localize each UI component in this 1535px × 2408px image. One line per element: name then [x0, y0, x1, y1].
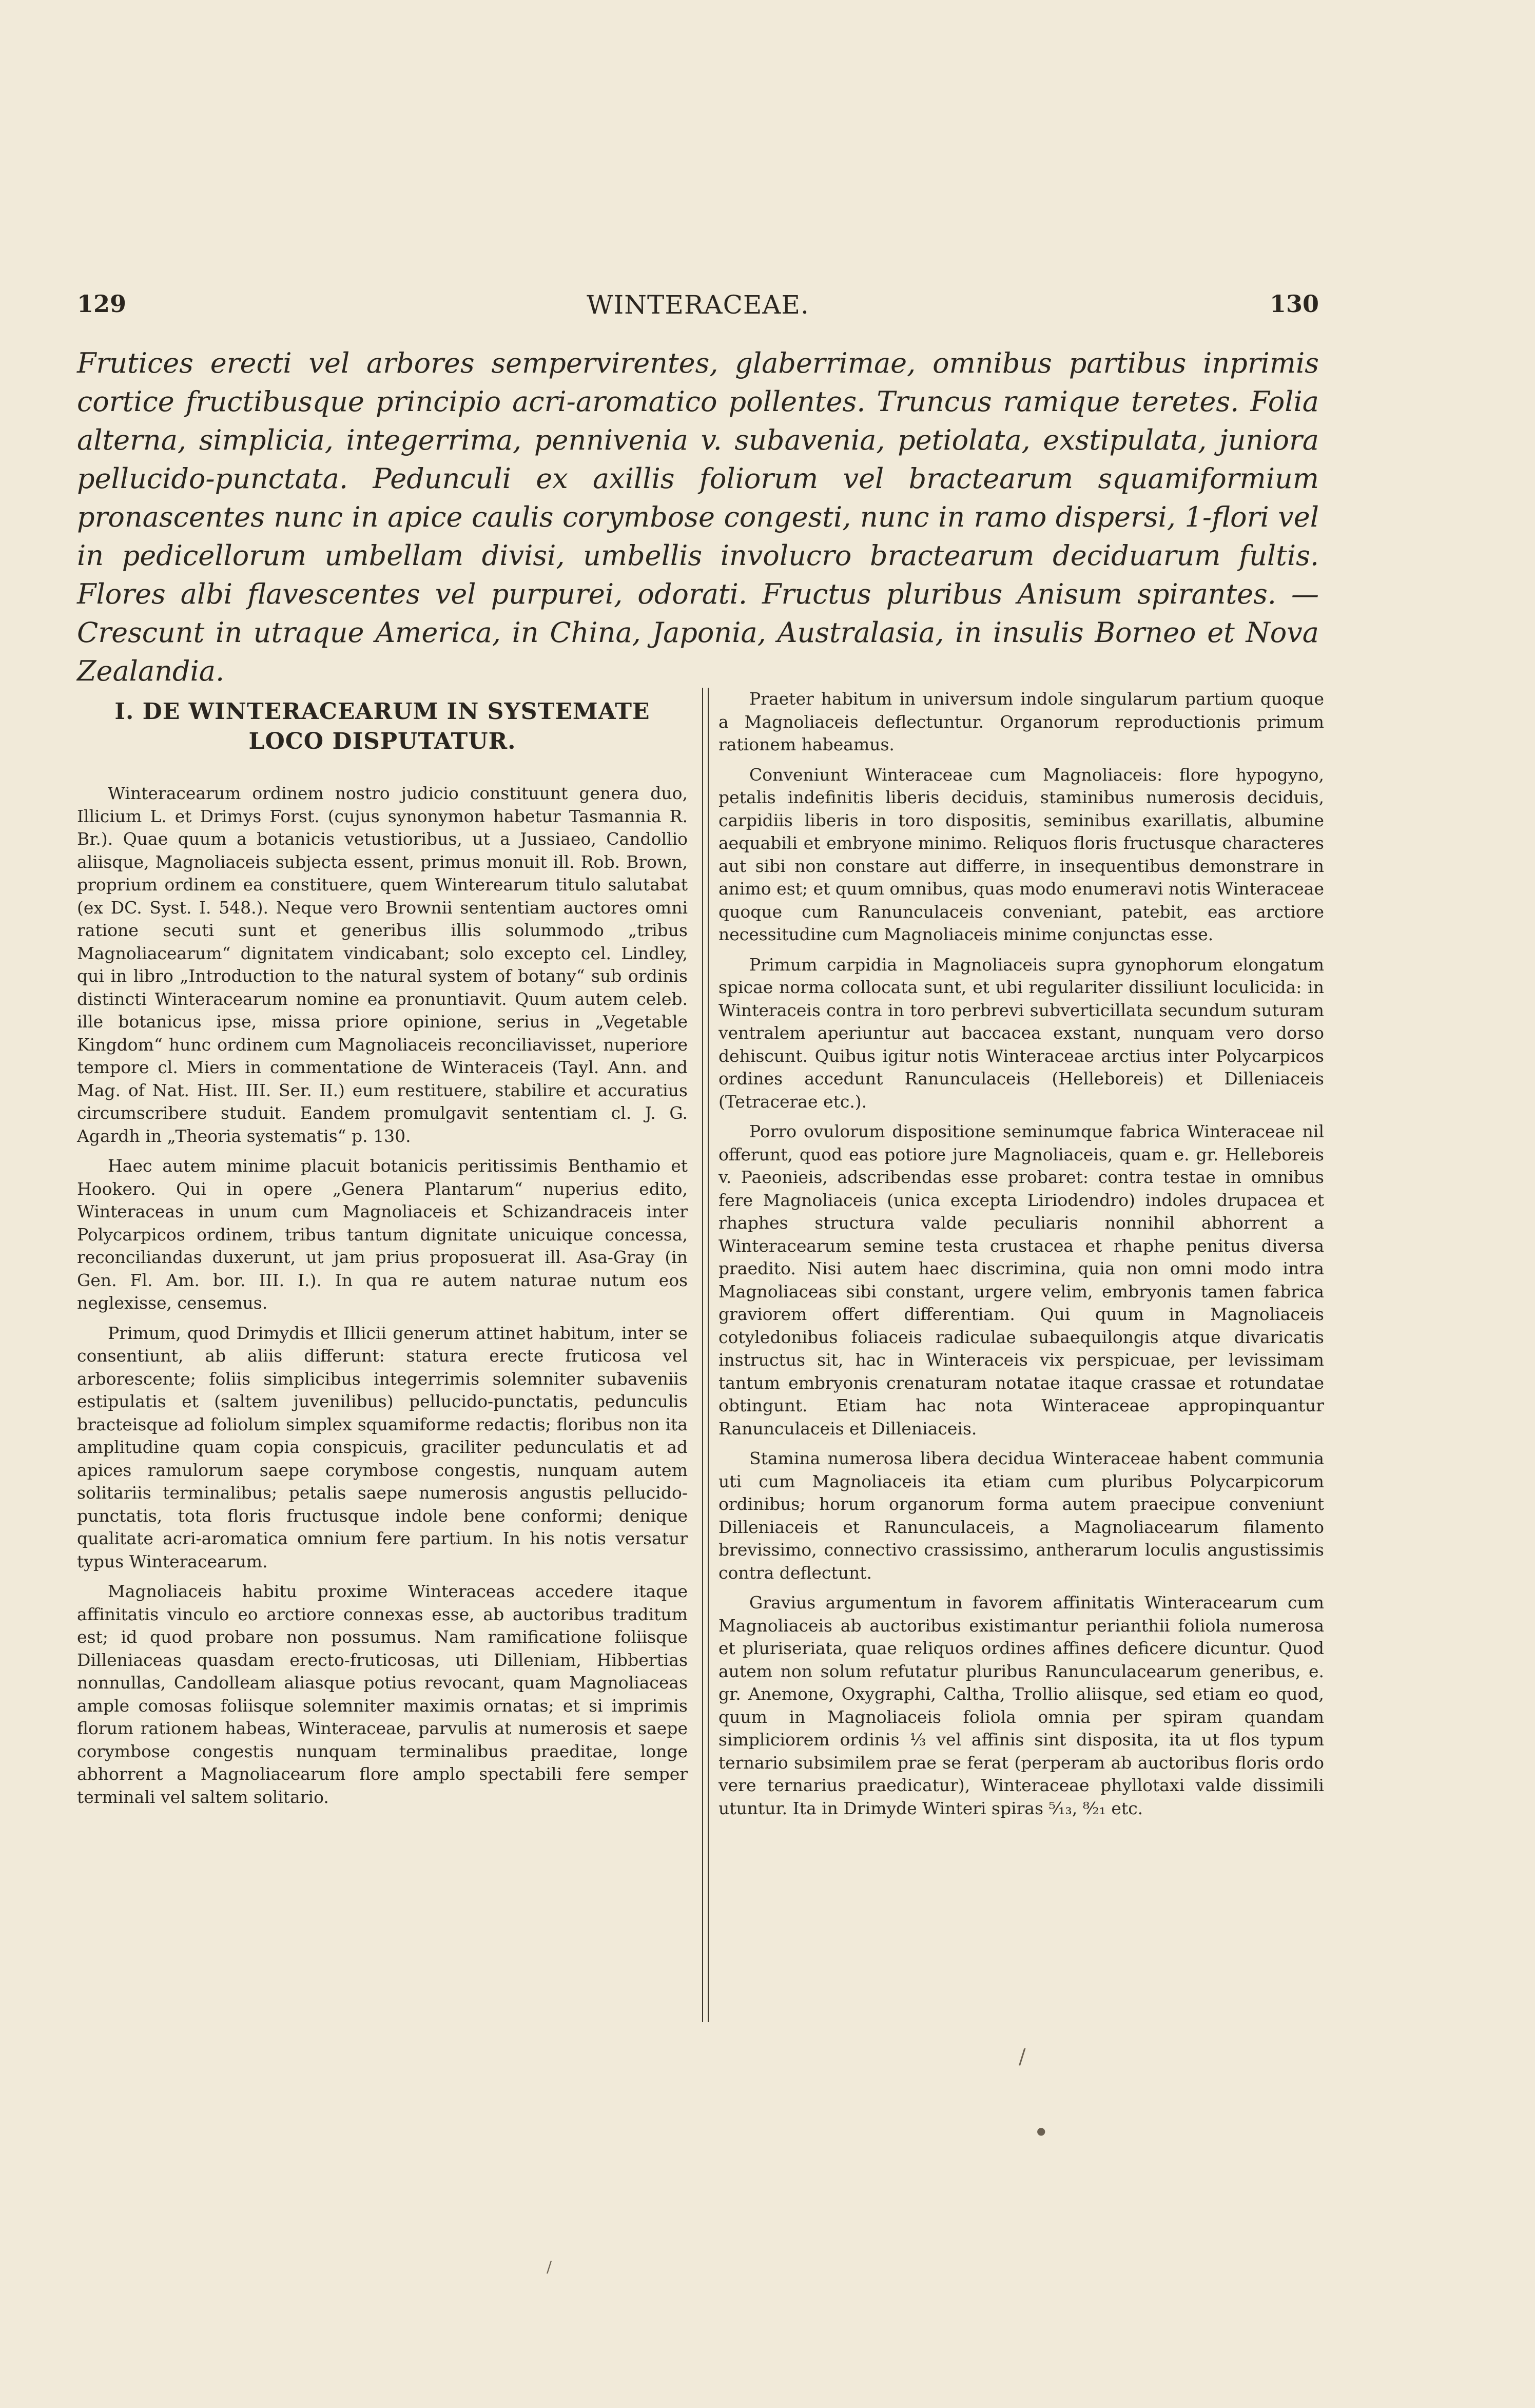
page-number-left: 129 [77, 290, 127, 318]
left-paragraph: Magnoliaceis habitu proxime Winteraceas accedere itaque affinitatis vinculo eo arctiore connexas esse, ab auctoribus traditum est; id quod probare non possumus. Nam ramificatione foliisque Dilleniaceas quasdam erecto-fruticosas, uti Dilleniam, Hibbertias nonnullas, Candolleam aliasque potius revocant, quam Magnoliaceas ample comosas foliisque solemniter maximis ornatas; et si imprimis florum rationem habeas, Winteraceae, parvulis at numerosis et saepe corymbose congestis nunquam terminalibus praeditae, longe abhorrent a Magnoliacearum flore amplo spectabili fere semper terminali vel saltem solitario. [77, 1581, 688, 1807]
right-paragraph: Primum carpidia in Magnoliaceis supra gynophorum elongatum spicae norma collocata sunt, et ubi regulariter dissiliunt loculicida: in Winteraceis contra in toro perbrevi subverticillata secundum suturam ventralem aperiuntur aut baccacea exstant, nunquam vero dorso dehiscunt. Quibus igitur notis Winteraceae arctius inter Polycarpicos ordines accedunt Ranunculaceis (Helleboreis) et Dilleniaceis (Tetracerae etc.). [718, 954, 1324, 1112]
right-paragraph: Praeter habitum in universum indole singularum partium quoque a Magnoliaceis deflectuntur. Organorum reproductionis primum rationem habeamus. [718, 689, 1324, 754]
right-paragraph: Conveniunt Winteraceae cum Magnoliaceis: flore hypogyno, petalis indefinitis liberis deciduis, staminibus numerosis deciduis, carpidiis liberis in toro dispositis, seminibus exarillatis, albumine aequabili et embryone minimo. Reliquos floris fructusque characteres aut sibi non constare aut differre, in insequentibus demonstrare in animo est; et quum omnibus, quas modo enumeravi notis Winteraceae quoque cum Ranunculaceis conveniant, patebit, eas arctiore necessitudine cum Magnoliaceis minime conjunctas esse. [718, 764, 1324, 944]
right-paragraph: Porro ovulorum dispositione seminumque fabrica Winteraceae nil offerunt, quod eas potiore jure Magnoliaceis, quam e. gr. Helleboreis v. Paeonieis, adscribendas esse probaret: contra testae in omnibus fere Magnoliaceis (unica excepta Liriodendro) indoles drupacea et rhaphes structura valde peculiaris nonnihil abhorrent a Winteracearum semine testa crustacea et rhaphe penitus diversa praedito. Nisi autem haec discrimina, quia non omni modo intra Magnoliaceas sibi constant, urgere velim, embryonis tamen fabrica graviorem offert differentiam. Qui quum in Magnoliaceis cotyledonibus foliaceis radiculae subaequilongis atque divaricatis instructus sit, hac in Winteraceis vix perspicuae, per levissimam tantum embryonis crenaturam notatae itaque crassae et rotundatae obtingunt. Etiam hac nota Winteraceae appropinquantur Ranunculaceis et Dilleniaceis. [718, 1121, 1324, 1439]
running-title: WINTERACEAE. [587, 290, 809, 320]
ink-dot: ● [1037, 2125, 1046, 2137]
ink-speck: / [1019, 2045, 1026, 2069]
family-description: Frutices erecti vel arbores sempervirentes, glaberrimae, omnibus partibus inprimis cortice fructibusque principio acri-aromatico pollentes. Truncus ramique teretes. Folia alterna, simplicia, integerrima, pennivenia v. subavenia, petiolata, exstipulata, juniora pellucido-punctata. Pedunculi ex axillis foliorum vel bractearum squamiformium pronascentes nunc in apice caulis corymbose congesti, nunc in ramo dispersi, 1-flori vel in pedicellorum umbellam divisi, umbellis involucro bractearum deciduarum fultis. Flores albi flavescentes vel purpurei, odorati. Fructus pluribus Anisum spirantes. — Crescunt in utraque America, in China, Japonia, Australasia, in insulis Borneo et Nova Zealandia. [77, 347, 1319, 687]
running-header [77, 290, 1319, 326]
left-paragraph: Winteracearum ordinem nostro judicio constituunt genera duo, Illicium L. et Drimys Forst. (cujus synonymon habetur Tasmannia R. Br.). Quae quum a botanicis vetustioribus, ut a Jussiaeo, Candollio aliisque, Magnoliaceis subjecta essent, primus monuit ill. Rob. Brown, proprium ordinem ea constituere, quem Winterearum titulo salutabat (ex DC. Syst. I. 548.). Neque vero Brownii sententiam auctores omni ratione secuti sunt et generibus illis solummodo „tribus Magnoliacearum“ dignitatem vindicabant; solo excepto cel. Lindley, qui in libro „Introduction to the natural system of botany“ sub ordinis distincti Winteracearum nomine ea pronuntiavit. Quum autem celeb. ille botanicus ipse, missa priore opinione, serius in „Vegetable Kingdom“ hunc ordinem cum Magnoliaceis reconciliavisset, nuperiore tempore cl. Miers in commentatione de Winteraceis (Tayl. Ann. and Mag. of Nat. Hist. III. Ser. II.) eum restituere, stabilire et accuratius circumscribere studuit. Eandem promulgavit sententiam cl. J. G. Agardh in „Theoria systematis“ p. 130. [77, 783, 688, 1146]
left-paragraph: Primum, quod Drimydis et Illicii generum attinet habitum, inter se consentiunt, ab aliis differunt: statura erecte fruticosa vel arborescente; foliis simplicibus integerrimis solemniter subaveniis estipulatis et (saltem juvenilibus) pellucido-punctatis, pedunculis bracteisque ad foliolum simplex squamiforme redactis; floribus non ita amplitudine quam copia conspicuis, graciliter pedunculatis et ad apices ramulorum saepe corymbose congestis, nunquam autem solitariis terminalibus; petalis saepe numerosis angustis pellucido-punctatis, tota floris fructusque indole bene conformi; denique qualitate acri-aromatica omnium fere partium. In his notis versatur typus Winteracearum. [77, 1323, 688, 1571]
right-column [718, 688, 1324, 1827]
right-paragraph: Stamina numerosa libera decidua Winteraceae habent communia uti cum Magnoliaceis ita etiam cum pluribus Polycarpicorum ordinibus; horum organorum forma autem praecipue conveniunt Dilleniaceis et Ranunculaceis, a Magnoliacearum filamento brevissimo, connectivo crassissimo, antherarum loculis angustissimis contra deflectunt. [718, 1448, 1324, 1583]
left-column [77, 688, 688, 1816]
page-number-right: 130 [1269, 290, 1319, 318]
left-paragraph: Haec autem minime placuit botanicis peritissimis Benthamio et Hookero. Qui in opere „Genera Plantarum“ nuperius edito, Winteraceas in unum cum Magnoliaceis et Schizandraceis inter Polycarpicos ordinem, tribus tantum dignitate unicuique concessa, reconciliandas duxerunt, ut jam prius proposuerat ill. Asa-Gray (in Gen. Fl. Am. bor. III. I.). In qua re autem naturae nutum eos neglexisse, censemus. [77, 1156, 688, 1313]
section-heading: I. DE WINTERACEARUM IN SYSTEMATE LOCO DISPUTATUR. [114, 698, 650, 754]
ink-speck: / [547, 2258, 552, 2276]
right-paragraph: Gravius argumentum in favorem affinitatis Winteracearum cum Magnoliaceis ab auctoribus existimantur perianthii foliola numerosa et pluriseriata, quae reliquos ordines affines deficere dicuntur. Quod autem non solum refutatur pluribus Ranunculacearum generibus, e. gr. Anemone, Oxygraphi, Caltha, Trollio aliisque, sed etiam eo quod, quum in Magnoliaceis foliola omnia per spiram quandam simpliciorem ordinis ⅓ vel affinis sint disposita, ita ut flos typum ternario subsimilem prae se ferat (perperam ab auctoribus floris ordo vere ternarius praedicatur), Winteraceae phyllotaxi valde dissimili utuntur. Ita in Drimyde Winteri spiras ⁵⁄₁₃, ⁸⁄₂₁ etc. [718, 1593, 1324, 1818]
column-divider [702, 688, 709, 2022]
